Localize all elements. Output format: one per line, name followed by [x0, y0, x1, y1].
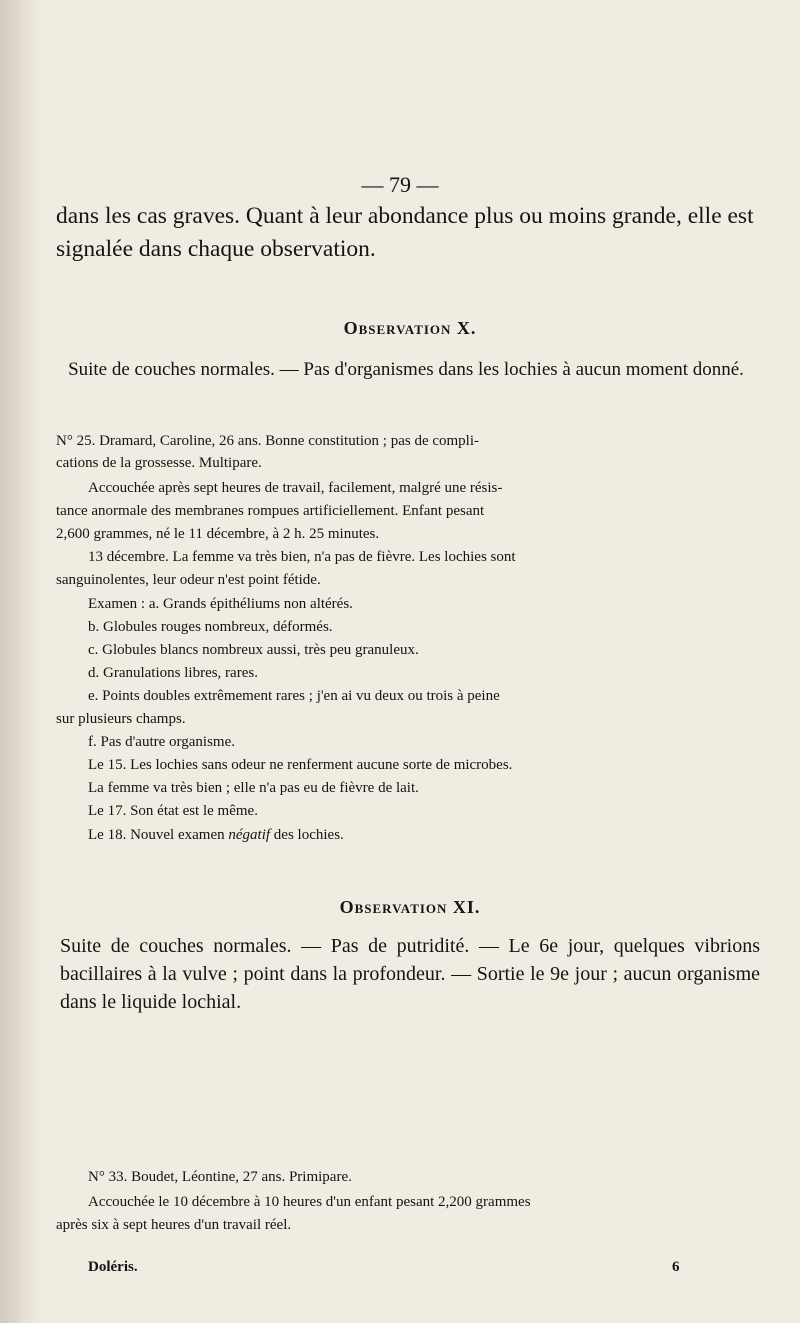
page-edge-shadow — [0, 0, 40, 1323]
observation-10-line: Le 15. Les lochies sans odeur ne renferment aucune sorte de microbes. — [88, 757, 513, 773]
last-line-italic: négatif — [228, 827, 271, 843]
last-line-prefix: Le 18. Nouvel examen — [88, 827, 225, 843]
last-line-suffix: des lochies. — [273, 827, 344, 843]
observation-10-line: 13 décembre. La femme va très bien, n'a pas de fièvre. Les lochies sont — [88, 549, 516, 565]
footer-signature: Doléris. — [88, 1259, 138, 1275]
observation-10-line: c. Globules blancs nombreux aussi, très peu granuleux. — [88, 642, 419, 658]
observation-10-line: sanguinolentes, leur odeur n'est point fétide. — [56, 572, 321, 588]
observation-11-heading: Observation XI. — [339, 897, 481, 917]
observation-10-line: b. Globules rouges nombreux, déformés. — [88, 619, 333, 635]
observation-10-line: tance anormale des membranes rompues artificiellement. Enfant pesant — [56, 503, 485, 519]
observation-10-last-line — [88, 826, 788, 845]
observation-10-line: Le 17. Son état est le même. — [88, 803, 258, 819]
observation-10-line: sur plusieurs champs. — [56, 711, 186, 727]
footer-sheet-number: 6 — [672, 1259, 680, 1275]
observation-10-heading: Observation X. — [343, 318, 477, 338]
observation-10-line: f. Pas d'autre organisme. — [88, 734, 235, 750]
observation-11-line: N° 33. Boudet, Léontine, 27 ans. Primipare. — [88, 1169, 352, 1185]
observation-10-line: 2,600 grammes, né le 11 décembre, à 2 h. 25 minutes. — [56, 526, 380, 542]
observation-10-line: Examen : a. Grands épithéliums non altérés. — [88, 596, 353, 612]
observation-11-line: après six à sept heures d'un travail réel. — [56, 1217, 292, 1233]
intro-paragraph: dans les cas graves. Quant à leur abondance plus ou moins grande, elle est signalée dans chaque observation. — [56, 203, 754, 262]
observation-10-line: d. Granulations libres, rares. — [88, 665, 258, 681]
observation-10-summary: Suite de couches normales. — Pas d'organismes dans les lochies à aucun moment donné. — [68, 359, 744, 380]
observation-10-line: e. Points doubles extrêmement rares ; j'en ai vu deux ou trois à peine — [88, 688, 500, 704]
observation-11-summary: Suite de couches normales. — Pas de putridité. — Le 6e jour, quelques vibrions bacillaires à la vulve ; point dans la profondeur. — Sortie le 9e jour ; aucun organisme dans le liquide lochial. — [60, 935, 760, 1013]
observation-10-line: La femme va très bien ; elle n'a pas eu de fièvre de lait. — [88, 780, 419, 796]
observation-10-line: Accouchée après sept heures de travail, facilement, malgré une résis- — [88, 480, 503, 496]
observation-10-line: N° 25. Dramard, Caroline, 26 ans. Bonne constitution ; pas de compli- — [56, 433, 480, 449]
page-number: — 79 — — [361, 172, 439, 197]
observation-10-line: cations de la grossesse. Multipare. — [56, 455, 262, 471]
observation-11-line: Accouchée le 10 décembre à 10 heures d'un enfant pesant 2,200 grammes — [88, 1194, 531, 1210]
